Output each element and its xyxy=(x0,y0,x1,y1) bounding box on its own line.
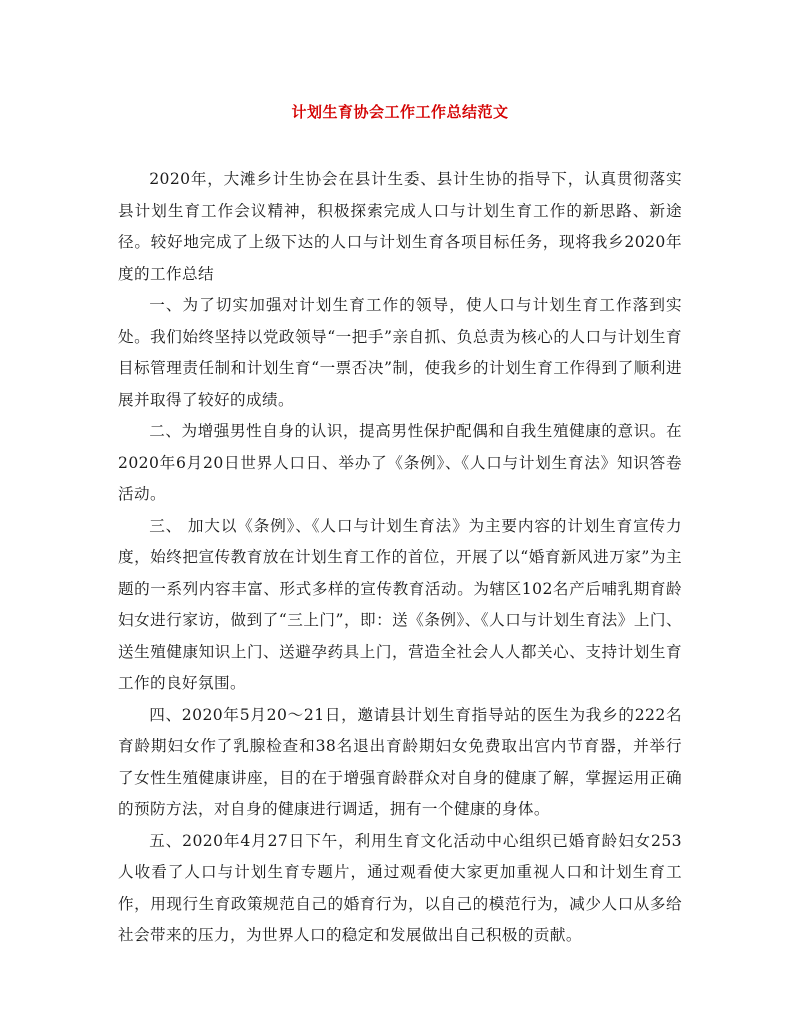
document-title: 计划生育协会工作工作总结范文 xyxy=(291,103,509,121)
paragraph-3-publicity: 三、 加大以《条例》、《人口与计划生育法》为主要内容的计划生育宣传力度，始终把宣传教育放在计划生育工作的首位，开展了以“婚育新风进万家”为主题的一系列内容丰富、形式多样的宣传教育活动。为辖区102名产后哺乳期育龄妇女进行家访，做到了“三上门”，即：送《条例》、《人口与计划生育法》上门、送生殖健康知识上门、送避孕药具上门，营造全社会人人都关心、支持计划生育工作的良好氛围。 xyxy=(118,516,682,692)
paragraph-5-film-viewing: 五、2020年4月27日下午，利用生育文化活动中心组织已婚育龄妇女253人收看了人口与计划生育专题片，通过观看使大家更加重视人口和计划生育工作，用现行生育政策规范自己的婚育行为，以自己的模范行为，减少人口从多给社会带来的压力，为世界人口的稳定和发展做出自己积极的贡献。 xyxy=(118,831,682,944)
paragraph-intro: 2020年，大滩乡计生协会在县计生委、县计生协的指导下，认真贯彻落实县计划生育工作会议精神，积极探索完成人口与计划生育工作的新思路、新途径。较好地完成了上级下达的人口与计划生育各项目标任务，现将我乡2020年度的工作总结 xyxy=(118,170,682,283)
paragraph-1-leadership: 一、为了切实加强对计划生育工作的领导，使人口与计划生育工作落到实处。我们始终坚持以党政领导“一把手”亲自抓、负总责为核心的人口与计划生育目标管理责任制和计划生育“一票否决”制，使我乡的计划生育工作得到了顺利进展并取得了较好的成绩。 xyxy=(118,296,682,409)
paragraph-4-health-check: 四、2020年5月20～21日，邀请县计划生育指导站的医生为我乡的222名育龄期妇女作了乳腺检查和38名退出育龄期妇女免费取出宫内节育器，并举行了女性生殖健康讲座，目的在于增强育龄群众对自身的健康了解，掌握运用正确的预防方法，对自身的健康进行调适，拥有一个健康的身体。 xyxy=(118,705,682,818)
paragraph-2-awareness: 二、为增强男性自身的认识，提高男性保护配偶和自我生殖健康的意识。在2020年6月20日世界人口日、举办了《条例》、《人口与计划生育法》知识答卷活动。 xyxy=(118,422,682,503)
document-body xyxy=(118,164,682,952)
